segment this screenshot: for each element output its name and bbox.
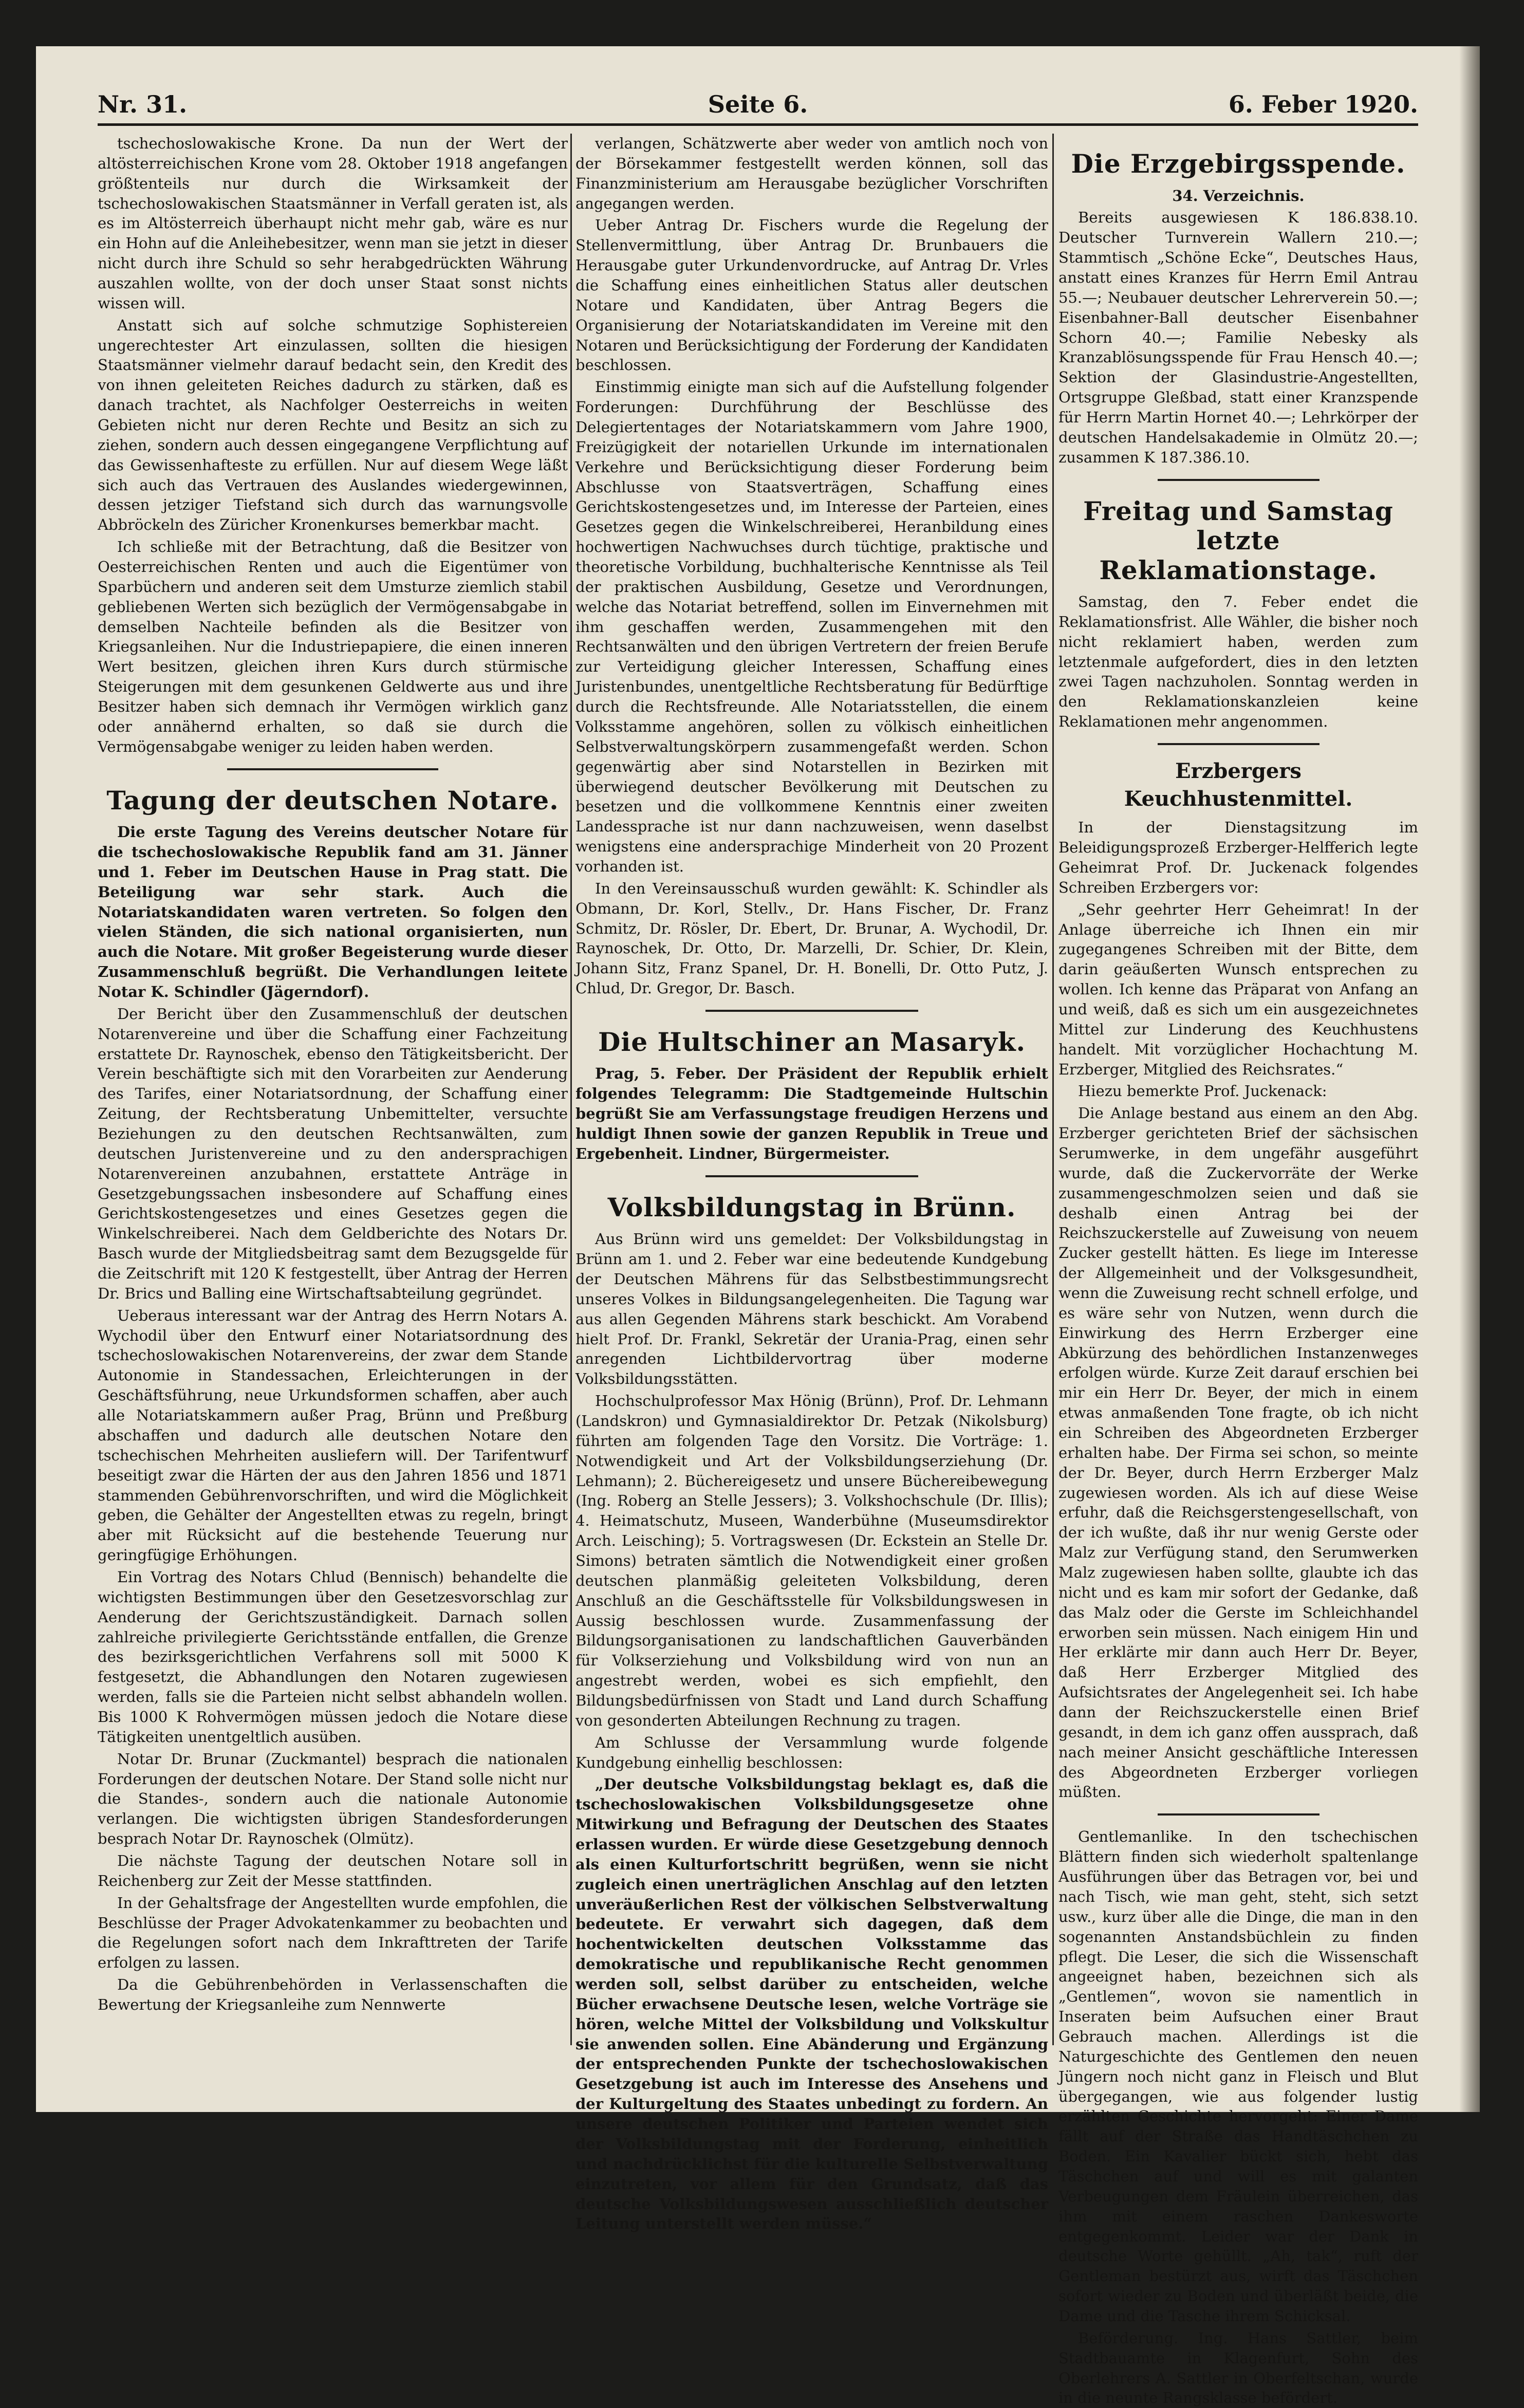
article-paragraph: Ueberaus interessant war der Antrag des Herrn Notars A. Wychodil über den Entwurf einer Notariatsordnung des tschechoslowakischen Notarenvereins, der zwar dem Stande Autonomie in Standessachen, Erleichterungen in der Geschäftsführung, neue Urkundsformen schaffen, aber auch alle Notariatskammern außer Prag, Brünn und Preßburg abschaffen und dadurch alle deutschen Notare den tschechischen Mehrheiten ausliefern will. Der Tarifentwurf beseitigt zwar die Härten der aus den Jahren 1856 und 1871 stammenden Gebührenvorschriften, und wird die Möglichkeit geben, die Gehälter der Angestellten etwas zu regeln, bringt aber mit Rücksicht auf die bestehende Teuerung nur geringfügige Erhöhungen.: [98, 1306, 568, 1564]
article-paragraph: Notar Dr. Brunar (Zuckmantel) besprach die nationalen Forderungen der deutschen Notare. Der Stand solle nicht nur die Standes-, sondern auch die nationale Autonomie verlangen. Die wichtigsten übrigen Standesforderungen besprach Notar Dr. Raynoschek (Olmütz).: [98, 1750, 568, 1848]
article-gentlemanlike: Gentlemanlike. In den tschechischen Blättern finden sich wiederholt spaltenlange Ausführungen über das Betragen vor, bei und nach Tisch, wie man geht, steht, sich setzt usw., kurz über alle die Dinge, die man in den sogenannten Anstandsbüchlein zu finden pflegt. Die Leser, die sich die Wissenschaft angeeignet haben, bezeichnen sich als „Gentlemen“, wovon sie namentlich in Inseraten beim Aufsuchen einer Braut Gebrauch machen. Allerdings ist die Naturgeschichte des Gentlemen den neuen Jüngern noch nicht ganz in Fleisch und Blut übergegangen, wie aus folgender lustig erzählten Geschichte hervorgeht: Einer Dame fällt auf der Straße das Handtäschchen zu Boden. Ein Kavalier bückt sich, hebt das Täschchen auf und will es mit galanten Verbeugungen dem Fräulein überreichen, das ihm mit einem raschen Dankesworte entgegenkommt. Leider war der Dank in deutsche Worte gehüllt. „Ah, tak“, ruft der Gentleman bestürzt aus, wirft das Täschchen sofort wieder zu Boden und überläßt beide, die Dame und die Tasche ihrem Schicksal.: [1058, 1828, 1418, 2325]
section-divider: [1158, 479, 1319, 481]
article-paragraph: Aus Brünn wird uns gemeldet: Der Volksbildungstag in Brünn am 1. und 2. Feber war eine bedeutende Kundgebung der Deutschen Mährens für das Selbstbestimmungsrecht unseres Volkes in Bildungsangelegenheiten. Die Tagung war aus allen Gegenden Mährens stark beschickt. Am Vorabend hielt Prof. Dr. Frankl, Sekretär der Urania-Prag, einen sehr anregenden Lichtbildervortrag über moderne Volksbildungsstätten.: [575, 1230, 1048, 1388]
article-paragraph: Anstatt sich auf solche schmutzige Sophistereien ungerechtester Art einzulassen, sollten die hiesigen Staatsmänner vielmehr darauf bedacht sein, den Kredit des von ihnen geleiteten Reiches dadurch zu stärken, daß es danach trachtet, als Nachfolger Oesterreichs in weiten Gebieten nicht nur deren Rechte und Besitz an sich zu ziehen, sondern auch dessen eingegangene Verpflichtung auf das Gewissenhafteste zu erfüllen. Nur auf diesem Wege läßt sich auch das Vertrauen des Auslandes wiedergewinnen, dessen jetziger Tiefstand sich durch das warnungsvolle Abbröckeln des Züricher Kronenkurses bemerkbar macht.: [98, 316, 568, 534]
column-3: [1058, 134, 1418, 2407]
article-paragraph: verlangen, Schätzwerte aber weder von amtlich noch von der Börsekammer festgestellt werden können, soll das Finanzministerium am Herausgabe bezüglicher Vorschriften angegangen werden.: [575, 135, 1048, 212]
article-paragraph: Prag, 5. Feber. Der Präsident der Republik erhielt folgendes Telegramm: Die Stadtgemeinde Hultschin begrüßt Sie am Verfassungstage freudigen Herzens und huldigt Ihnen sowie der ganzen Republik in Treue und Ergebenheit. Lindner, Bürgermeister.: [575, 1065, 1048, 1162]
article-paragraph: In der Gehaltsfrage der Angestellten wurde empfohlen, die Beschlüsse der Prager Advokatenkammer zu beobachten und die Regelungen sofort nach dem Inkrafttreten der Tarife erfolgen zu lassen.: [98, 1894, 568, 1972]
article-paragraph: Hiezu bemerkte Prof. Juckenack:: [1078, 1082, 1327, 1100]
section-divider: [227, 768, 439, 770]
page-number: Seite 6.: [708, 90, 808, 118]
article-paragraph: Der Bericht über den Zusammenschluß der deutschen Notarenvereine und über die Schaffung einer Fachzeitung erstattete Dr. Raynoschek, ebenso den Tätigkeitsbericht. Der Verein beschäftigte sich mit den Vorarbeiten zur Aenderung des Tarifes, einer Notariatsordnung, der Schaffung einer Zeitung, der Rechtsberatung Unbemittelter, versuchte Beziehungen zu den deutschen Rechtsanwälten, zum deutschen Juristenvereine und zu den andersprachigen Notarenvereinen anzubahnen, erstattete Anträge in Gesetzgebungssachen insbesondere auf Schaffung eines Gerichtskostengesetzes und eines Gesetzes gegen die Winkelschreiberei. Nach dem Geldberichte des Notars Dr. Basch wurde der Mitgliedsbeitrag samt dem Bezugsgelde für die Zeitschrift mit 120 K festgestellt, über Antrag der Herren Dr. Brics und Balling eine Wirtschaftsabteilung gegründet.: [98, 1005, 568, 1302]
article-paragraph: Die Anlage bestand aus einem an den Abg. Erzberger gerichteten Brief der sächsischen Serumwerke, in dem ungefähr ausgeführt wurde, daß die Zuckervorräte der Werke zusammengeschmolzen seien und daß sie deshalb einen Antrag bei der Reichszuckerstelle auf Zuweisung von neuem Zucker gestellt hätten. Es liege im Interesse der Allgemeinheit und der Volksgesundheit, wenn die Zuweisung recht schnell erfolge, und es wäre sehr von Nutzen, wenn durch die Einwirkung des Herrn Erzberger eine Abkürzung des behördlichen Instanzenweges erfolgen würde. Kurze Zeit darauf erschien bei mir ein Herr Dr. Beyer, der mich in einem etwas anmaßenden Tone fragte, ob ich nicht ein Schreiben des Abgeordneten Erzberger erhalten habe. Der Firma sei schon, so meinte der Dr. Beyer, durch Herrn Erzberger Malz zugewiesen worden. Als ich auf diese Weise erfuhr, daß die Reichsgerstengesellschaft, von der ich wußte, daß ihr nur wenig Gerste oder Malz zur Verfügung stand, den Serumwerken Malz zugewiesen haben sollte, glaubte ich das nicht und es kam mir sofort der Gedanke, daß das Malz oder die Gerste im Schleichhandel erworben sein müssen. Nach einigem Hin und Her erklärte mir dann auch Herr Dr. Beyer, daß Herr Erzberger Mitglied des Aufsichtsrates der Angelegenheit sei. Ich habe dann der Reichszuckerstelle einen Brief gesandt, in dem ich ganz offen aussprach, daß nach meiner Ansicht geschäftliche Interessen des Abgeordneten Erzberger vorliegen müßten.: [1058, 1104, 1418, 1801]
section-divider: [1158, 1813, 1319, 1816]
section-divider: [705, 1175, 918, 1177]
column-rule-2: [1052, 134, 1054, 2045]
column-rule-1: [570, 134, 572, 2045]
article-paragraph: tschechoslowakische Krone. Da nun der Wert der altösterreichischen Krone vom 28. Oktober 1918 angefangen größtenteils nur durch die Wirksamkeit der tschechoslowakischen Staatsmänner in Verfall geraten ist, als es im Altösterreich überhaupt nicht mehr gab, wäre es nur ein Hohn auf die Anleihebesitzer, wenn man sie jetzt in dieser nicht durch ihre Schuld so sehr herabgedrückten Währung auszahlen wollte, von der doch unser Staat sonst nichts wissen will.: [98, 135, 568, 312]
column-1: [98, 134, 568, 2076]
headline-bruenn: Volksbildungstag in Brünn.: [607, 1192, 1016, 1222]
article-quote: „Sehr geehrter Herr Geheimrat! In der Anlage überreiche ich Ihnen ein mir zugegangenes Schreiben mit der Bitte, dem darin geäußerten Wunsch entsprechen zu wollen. Ich kenne das Präparat von Anfang an und weiß, daß es sich um ein ausgezeichnetes Mittel zur Linderung des Keuchhustens handelt. Mit vorzüglicher Hochachtung M. Erzberger, Mitglied des Reichsrates.“: [1058, 900, 1418, 1078]
article-paragraph: In den Vereinsausschuß wurden gewählt: K. Schindler als Obmann, Dr. Korl, Stellv., Dr. Hans Fischer, Dr. Franz Schmitz, Dr. Rösler, Dr. Ebert, Dr. Brunar, A. Wychodil, Dr. Raynoschek, Dr. Otto, Dr. Marzelli, Dr. Schier, Dr. Klein, Johann Sitz, Franz Spanel, Dr. H. Bonelli, Dr. Otto Putz, J. Chlud, Dr. Gregor, Dr. Basch.: [575, 879, 1048, 997]
page-header: [98, 77, 1418, 126]
article-paragraph: Ich schließe mit der Betrachtung, daß die Besitzer von Oesterreichischen Renten und auch die Eigentümer von Sparbüchern und anderen seit dem Umsturze ziemlich stabil gebliebenen Werten sich bezüglich der Vermögensabgabe in demselben Nachteile befinden als die Besitzer von Kriegsanleihen. Nur die Industriepapiere, die einen inneren Wert besitzen, gleichen ihren Kurs durch stürmische Steigerungen mit dem gesunkenen Geldwerte aus und ihre Besitzer haben sich demnach ihr Vermögen wirklich ganz oder annähernd erhalten, so daß sie durch die Vermögensabgabe weniger zu leiden haben werden.: [98, 538, 568, 755]
section-divider: [705, 1010, 918, 1012]
article-lead: Die erste Tagung des Vereins deutscher Notare für die tschechoslowakische Republik fand am 31. Jänner und 1. Feber im Deutschen Hause in Prag statt. Die Beteiligung war sehr stark. Auch die Notariatskandidaten waren vertreten. So folgen den vielen Ständen, die sich national organisierten, nun auch die Notare. Mit großer Begeisterung wurde dieser Zusammenschluß begrüßt. Die Verhandlungen leitete Notar K. Schindler (Jägerndorf).: [98, 823, 568, 1001]
article-paragraph: Ueber Antrag Dr. Fischers wurde die Regelung der Stellenvermittlung, über Antrag Dr. Brunbauers die Herausgabe guter Urkundenvordrucke, auf Antrag Dr. Vrles die Schaffung eines einheitlichen Status aller deutschen Notare und Kandidaten, über Antrag Begers die Organisierung der Notariatskandidaten im Vereine mit den Notaren und Berücksichtigung der Forderung der Kandidaten beschlossen.: [575, 216, 1048, 374]
article-paragraph: Einstimmig einigte man sich auf die Aufstellung folgender Forderungen: Durchführung der Beschlüsse des Delegiertentages der Notariatskammern vom Jahre 1900, Freizügigkeit der notariellen Urkunde im internationalen Verkehre und Berücksichtigung dieser Forderung beim Abschlusse von Staatsverträgen, Schaffung eines Gerichtskostengesetzes und, im Interesse der Parteien, eines Gesetzes gegen die Winkelschreiberei, Heranbildung eines hochwertigen Nachwuchses durch tüchtige, praktische und theoretische Vorbildung, buchhalterische Kenntnisse als Teil der praktischen Ausbildung, Gesetze und Verordnungen, welche das Notariat betreffend, sollen im Einvernehmen mit ihm geschaffen werden, Zusammengehen mit den Rechtsanwälten und den übrigen Vertretern der freien Berufe zur Verteidigung gleicher Interessen, Schaffung eines Juristenbundes, unentgeltliche Rechtsberatung für Bedürftige durch die Rechtsfreunde. Alle Notariatsstellen, die einem Volksstamme angehören, sollen zu völkisch einheitlichen Selbstverwaltungskörpern zusammengefaßt werden. Schon gegenwärtig aber sind Notarstellen in Bezirken mit überwiegend deutscher Bevölkerung mit Deutschen zu besetzen und die vollkommene Kenntnis einer zweiten Landessprache ist nur dann nachzuweisen, wenn daselbst wenigstens eine andersprachige Minderheit von 20 Prozent vorhanden ist.: [575, 378, 1048, 875]
article-quote: „Der deutsche Volksbildungstag beklagt es, daß die tschechoslowakischen Volksbildungsgesetze ohne Mitwirkung und Befragung der Deutschen des Staates erlassen wurden. Er würde diese Gesetzgebung dennoch als einen Kulturfortschritt begrüßen, wenn sie nicht zugleich einen unerträglichen Anschlag auf den letzten unveräußerlichen Rest der völkischen Selbstverwaltung bedeutete. Er verwahrt sich dagegen, daß dem hochentwickelten deutschen Volksstamme das demokratische und republikanische Recht genommen werden soll, selbst darüber zu entscheiden, welche Bücher erwachsene Deutsche lesen, welche Vorträge sie hören, welche Mittel der Volksbildung und Volkskultur sie anwenden sollen. Eine Abänderung und Ergänzung der entsprechenden Punkte der tschechoslowakischen Gesetzgebung ist auch im Interesse des Ansehens und der Kulturgeltung des Staates unbedingt zu fordern. An unsere deutschen Politiker und Parteien wendet sich der Volksbildungstag mit der Forderung, einheitlich und nachdrücklichst für die kulturelle Selbstverwaltung einzutreten, vor allem für den Grundsatz, daß das deutsche Volksbildungswesen ausschließlich deutscher Leitung unterstellt werden müsse.“: [575, 1775, 1048, 2233]
headline-keuchhusten: Erzbergers Keuchhustenmittel.: [1124, 759, 1353, 811]
article-paragraph: In der Dienstagsitzung im Beleidigungsprozeß Erzberger-Helfferich legte Geheimrat Prof. Dr. Juckenack folgendes Schreiben Erzbergers vor:: [1058, 819, 1418, 896]
issue-number: Nr. 31.: [98, 90, 188, 118]
article-paragraph: Hochschulprofessor Max Hönig (Brünn), Prof. Dr. Lehmann (Landskron) und Gymnasialdirektor Dr. Petzak (Nikolsburg) führten am folgenden Tage den Vorsitz. Die Vorträge: 1. Notwendigkeit und Art der Volksbildungserziehung (Dr. Lehmann); 2. Büchereigesetz und unsere Büchereibewegung (Ing. Roberg an Stelle Jessers); 3. Volkshochschule (Dr. Illis); 4. Heimatschutz, Museen, Wanderbühne (Museumsdirektor Arch. Leisching); 5. Vortragswesen (Dr. Eckstein an Stelle Dr. Simons) betraten sämtlich die Notwendigkeit einer großen deutschen planmäßig geleiteten Volksbildung, deren Anschluß an die Geschäftsstelle für Volksbildungswesen in Aussig beschlossen wurde. Zusammenfassung der Bildungsorganisationen zu landschaftlichen Gauverbänden für Volkserziehung und Volksbildung wird von nun an angestrebt werden, wobei es sich empfiehlt, den Bildungsbedürfnissen von Stadt und Land durch Schaffung von gesonderten Abteilungen Rechnung zu tragen.: [575, 1392, 1048, 1729]
article-paragraph: Am Schlusse der Versammlung wurde folgende Kundgebung einhellig beschlossen:: [575, 1733, 1048, 1771]
issue-date: 6. Feber 1920.: [1228, 90, 1418, 118]
headline-masaryk: Die Hultschiner an Masaryk.: [598, 1026, 1026, 1057]
column-2: [575, 134, 1048, 2233]
article-paragraph: Samstag, den 7. Feber endet die Reklamationsfrist. Alle Wähler, die bisher noch nicht reklamiert haben, werden zum letztenmale aufgefordert, dies in den letzten zwei Tagen nachzuholen. Sonntag werden in den Reklamationskanzleien keine Reklamationen mehr angenommen.: [1058, 593, 1418, 731]
headline-notare: Tagung der deutschen Notare.: [106, 785, 559, 816]
section-divider: [1158, 743, 1319, 745]
article-befoerderung: Beförderung. Ing. Hans Sattler, beim Stadtbauamte in Klagenfurt, Sohn des Oberlehrers A. Sattler in Oberfeltschan, wurde in die neunte Rangsklasse befördert.: [1058, 2329, 1418, 2407]
page-edge-shadow: [1459, 46, 1480, 2112]
headline-erzgebirgsspende: Die Erzgebirgsspende.: [1071, 149, 1406, 179]
article-paragraph: Da die Gebührenbehörden in Verlassenschaften die Bewertung der Kriegsanleihe zum Nennwerte: [98, 1976, 568, 2013]
article-paragraph: Ein Vortrag des Notars Chlud (Bennisch) behandelte die wichtigsten Bestimmungen über den Gesetzesvorschlag zur Aenderung der Gerichtszuständigkeit. Darnach sollen zahlreiche privilegierte Gerichtsstände entfallen, die Grenze des bezirksgerichtlichen Verfahrens soll mit 5000 K festgesetzt, die Abhandlungen den Notaren zugewiesen werden, falls sie die Parteien nicht selbst abhandeln wollen. Bis 1000 K Rohvermögen müssen jedoch die Notare diese Tätigkeiten unentgeltlich ausüben.: [98, 1568, 568, 1746]
donation-list-number: 34. Verzeichnis.: [1172, 187, 1305, 205]
newspaper-page: [36, 46, 1480, 2407]
headline-reklamation: Freitag und Samstag letzte Reklamationstage.: [1083, 495, 1393, 585]
donation-list: Bereits ausgewiesen K 186.838.10. Deutscher Turnverein Wallern 210.—; Stammtisch „Schöne Ecke“, Deutsches Haus, anstatt eines Kranzes für Herrn Emil Antrau 55.—; Neubauer deutscher Lehrerverein 50.—; Eisenbahner-Ball deutscher Eisenbahner Schorn 40.—; Familie Nebesky als Kranzablösungsspende für Frau Hensch 40.—; Sektion der Glasindustrie-Angestellten, Ortsgruppe Gleßbad, statt einer Kranzspende für Herrn Martin Hornet 40.—; Lehrkörper der deutschen Handelsakademie in Olmütz 20.—; zusammen K 187.386.10.: [1058, 209, 1418, 466]
article-paragraph: Die nächste Tagung der deutschen Notare soll in Reichenberg zur Zeit der Messe stattfinden.: [98, 1851, 568, 1890]
